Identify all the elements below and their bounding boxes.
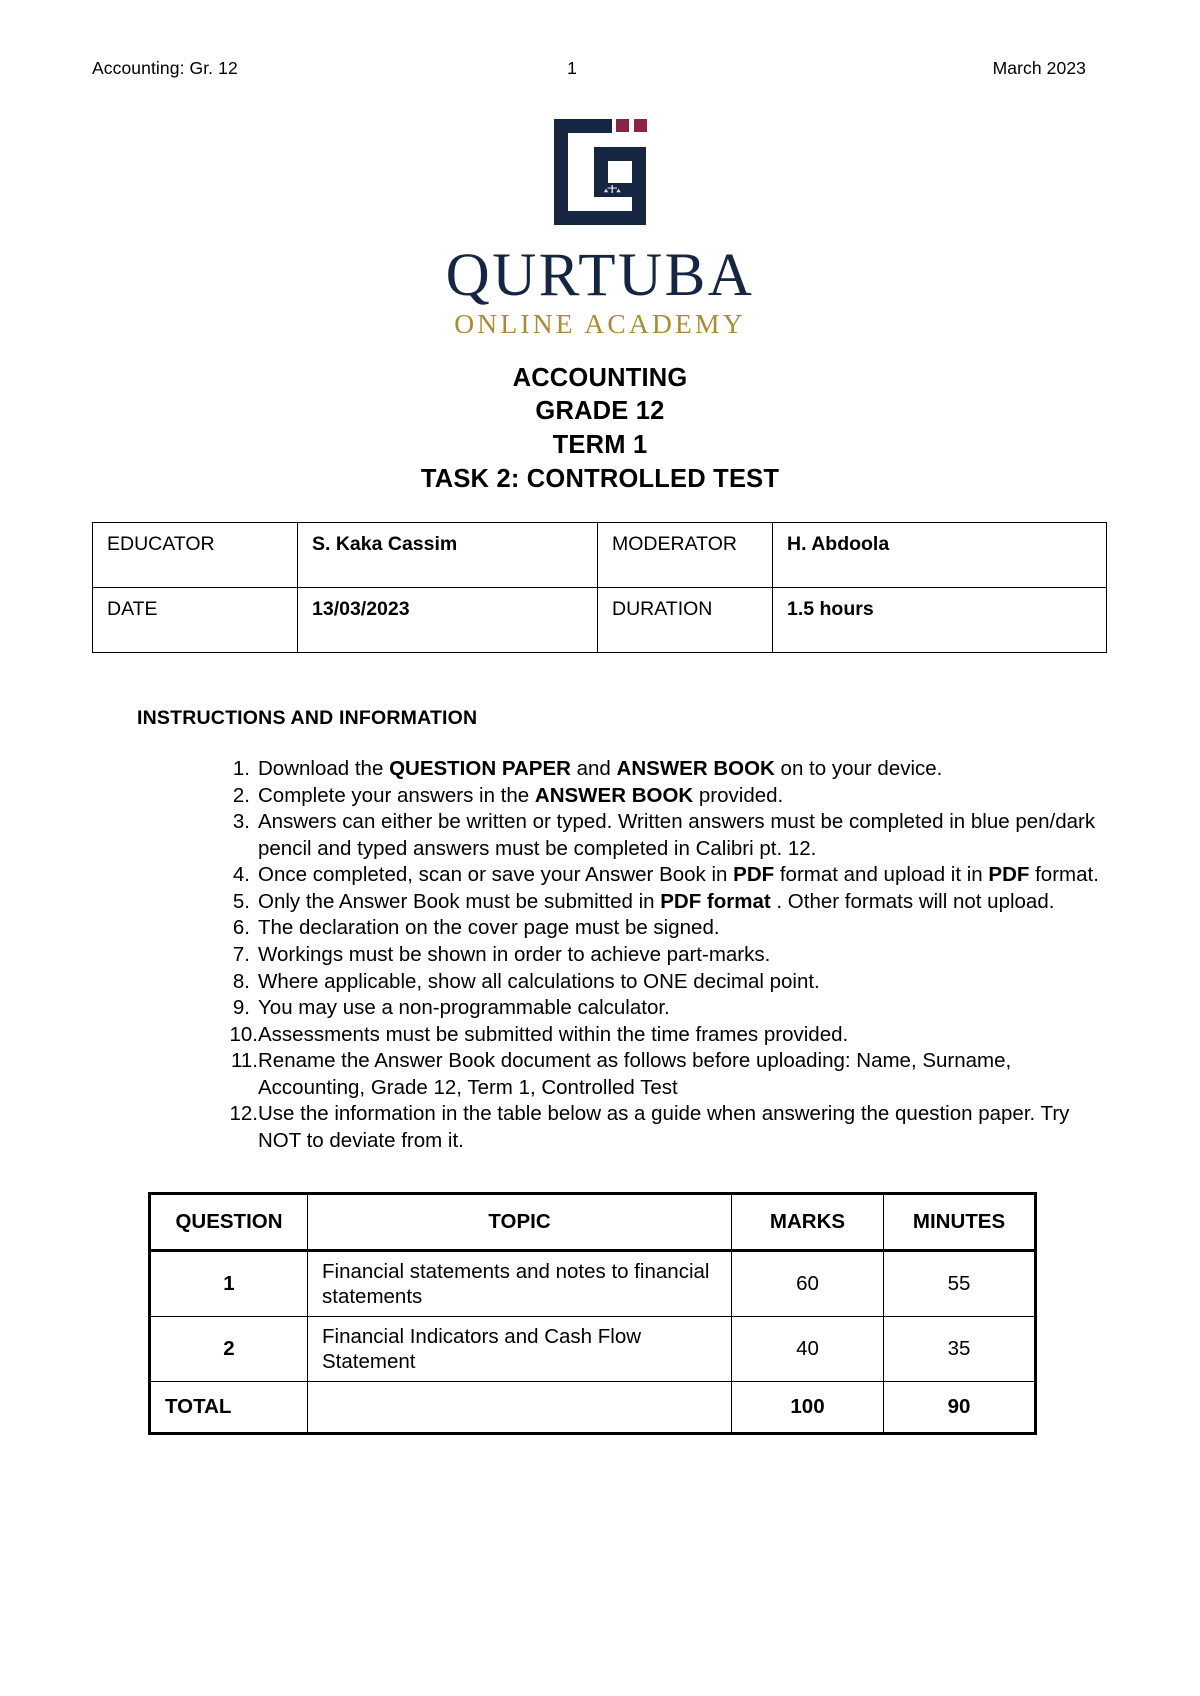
cell-question: 2 bbox=[150, 1317, 308, 1382]
instruction-text: format. bbox=[1029, 863, 1099, 887]
instruction-text: on to your device. bbox=[774, 757, 943, 781]
instruction-text: Answers can either be written or typed. Written answers must be completed in blue pen/dark pencil and typed answers must be completed in Calibri pt. 12. bbox=[258, 810, 1096, 860]
marks-table-head bbox=[150, 1194, 1036, 1251]
page-title bbox=[92, 362, 1108, 498]
instruction-item bbox=[214, 1101, 1108, 1154]
cell-question: 1 bbox=[150, 1251, 308, 1317]
instruction-emphasis: QUESTION PAPER bbox=[389, 757, 571, 781]
instruction-emphasis: ANSWER BOOK bbox=[534, 783, 694, 807]
exam-info-body bbox=[93, 523, 1107, 653]
col-header-minutes: MINUTES bbox=[884, 1194, 1036, 1251]
instruction-text: provided. bbox=[693, 783, 784, 807]
title-term: TERM 1 bbox=[552, 431, 648, 460]
table-row bbox=[150, 1251, 1036, 1317]
instruction-text: Workings must be shown in order to achieve part-marks. bbox=[258, 943, 771, 966]
cell-marks: 40 bbox=[732, 1317, 884, 1382]
table-row bbox=[93, 588, 1107, 653]
instruction-item bbox=[214, 942, 1108, 969]
instruction-text: Use the information in the table below as a guide when answering the question paper. Try NOT to deviate from it. bbox=[258, 1102, 1070, 1152]
instruction-text: Only the Answer Book must be submitted in bbox=[258, 889, 661, 913]
header-subject: Accounting: Gr. 12 bbox=[92, 58, 238, 78]
logo-tagline: ONLINE ACADEMY bbox=[454, 307, 746, 339]
educator-value: S. Kaka Cassim bbox=[298, 523, 598, 588]
table-row bbox=[93, 523, 1107, 588]
cell-minutes: 35 bbox=[884, 1317, 1036, 1382]
instruction-item bbox=[214, 1048, 1108, 1101]
instruction-text: format and upload it in bbox=[774, 863, 989, 887]
instruction-item bbox=[214, 915, 1108, 942]
instructions-heading: INSTRUCTIONS AND INFORMATION bbox=[137, 707, 478, 730]
instruction-text: Download the bbox=[258, 757, 390, 781]
school-logo bbox=[92, 111, 1108, 340]
header-page-number: 1 bbox=[567, 58, 577, 78]
cell-marks: 60 bbox=[732, 1251, 884, 1317]
date-value: 13/03/2023 bbox=[298, 588, 598, 653]
cell-total-minutes: 90 bbox=[884, 1382, 1036, 1434]
instruction-item bbox=[214, 889, 1108, 916]
instruction-text: and bbox=[570, 757, 617, 781]
instruction-emphasis: PDF format bbox=[660, 889, 771, 913]
instruction-item bbox=[214, 995, 1108, 1022]
title-subject: ACCOUNTING bbox=[512, 363, 688, 392]
running-header bbox=[92, 58, 1108, 79]
instruction-text: Assessments must be submitted within the time frames provided. bbox=[258, 1022, 849, 1046]
table-total-row bbox=[150, 1382, 1036, 1434]
qurtuba-logo-icon bbox=[546, 111, 654, 233]
cell-total-topic bbox=[308, 1382, 732, 1434]
instruction-emphasis: ANSWER BOOK bbox=[616, 757, 775, 781]
instructions-list bbox=[92, 756, 1108, 1154]
instruction-item bbox=[214, 783, 1108, 810]
instruction-text: The declaration on the cover page must be signed. bbox=[258, 916, 720, 940]
col-header-question: QUESTION bbox=[150, 1194, 308, 1251]
exam-info-table bbox=[92, 522, 1107, 653]
instruction-item bbox=[214, 862, 1108, 889]
col-header-topic: TOPIC bbox=[308, 1194, 732, 1251]
cell-minutes: 55 bbox=[884, 1251, 1036, 1317]
header-date: March 2023 bbox=[992, 58, 1086, 78]
table-header-row bbox=[150, 1194, 1036, 1251]
marks-allocation-table bbox=[148, 1192, 1037, 1435]
cell-total-marks: 100 bbox=[732, 1382, 884, 1434]
moderator-value: H. Abdoola bbox=[773, 523, 1107, 588]
instruction-text: Where applicable, show all calculations to ONE decimal point. bbox=[258, 969, 820, 993]
cell-topic: Financial Indicators and Cash Flow Statement bbox=[308, 1317, 732, 1382]
title-grade: GRADE 12 bbox=[535, 397, 665, 426]
instruction-text: Once completed, scan or save your Answer Book in bbox=[258, 863, 734, 887]
educator-label: EDUCATOR bbox=[93, 523, 298, 588]
title-task: TASK 2: CONTROLLED TEST bbox=[420, 465, 780, 494]
duration-value: 1.5 hours bbox=[773, 588, 1107, 653]
cell-topic: Financial statements and notes to financial statements bbox=[308, 1251, 732, 1317]
marks-table-wrapper bbox=[92, 1192, 1108, 1435]
col-header-marks: MARKS bbox=[732, 1194, 884, 1251]
cell-total-label: TOTAL bbox=[150, 1382, 308, 1434]
instruction-emphasis: PDF bbox=[988, 863, 1030, 887]
instruction-text: You may use a non-programmable calculator. bbox=[258, 996, 670, 1020]
date-label: DATE bbox=[93, 588, 298, 653]
instruction-emphasis: PDF bbox=[733, 863, 775, 887]
duration-label: DURATION bbox=[598, 588, 773, 653]
instruction-item bbox=[214, 756, 1108, 783]
marks-table-body bbox=[150, 1251, 1036, 1434]
instruction-text: Complete your answers in the bbox=[258, 783, 535, 807]
table-row bbox=[150, 1317, 1036, 1382]
moderator-label: MODERATOR bbox=[598, 523, 773, 588]
instruction-text: . Other formats will not upload. bbox=[770, 889, 1055, 913]
instruction-item bbox=[214, 809, 1108, 862]
instruction-item bbox=[214, 1022, 1108, 1049]
logo-wordmark: QURTUBA bbox=[445, 242, 755, 309]
instruction-item bbox=[214, 969, 1108, 996]
instruction-text: Rename the Answer Book document as follows before uploading: Name, Surname, Accounting, Grade 12, Term 1, Controlled Test bbox=[258, 1049, 1012, 1099]
